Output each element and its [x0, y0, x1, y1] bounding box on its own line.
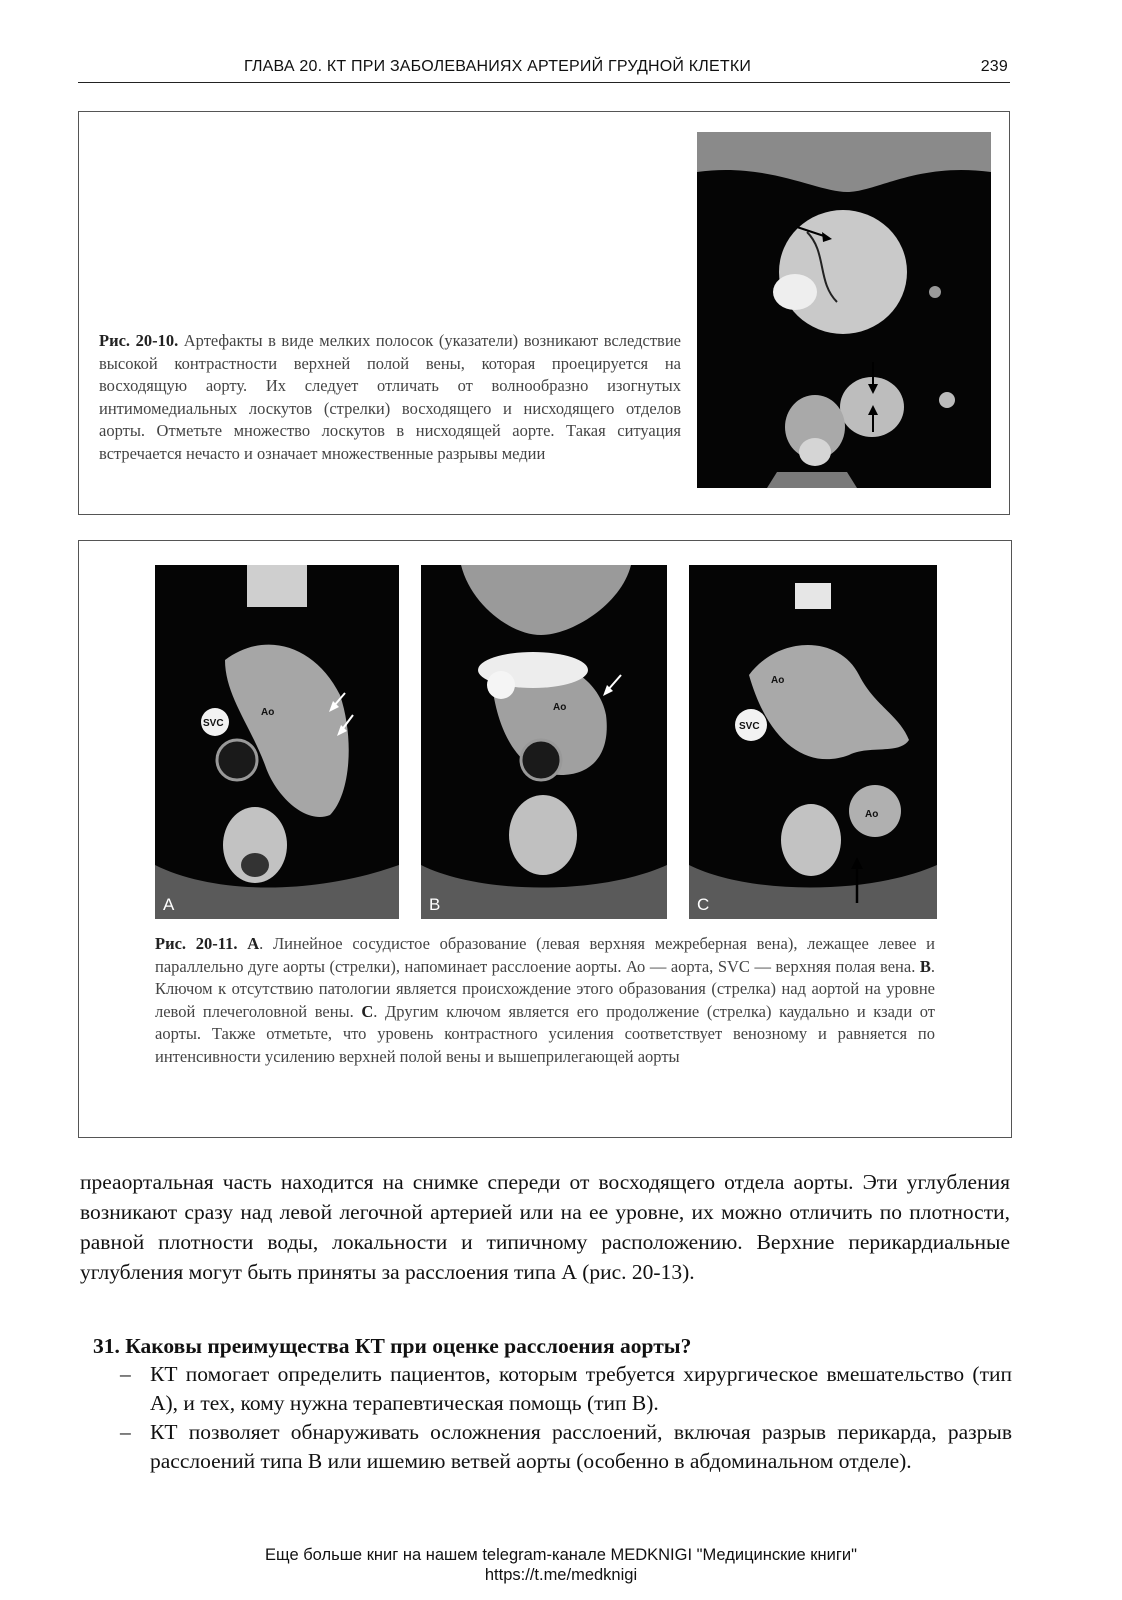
panel-letter-b: B [429, 895, 441, 914]
caption-text-c: . Другим ключом является его продолжение (стрелка) каудально и кзади от аорты. Также отметьте, что уровень контрастного усиления соответствует венозному и равняется по интенсивности усилению верхней полой вены и вышеприлегающей аорты [155, 1001, 936, 1066]
list-item [120, 1418, 1012, 1476]
page-number: 239 [980, 58, 1008, 75]
running-header [78, 52, 1010, 83]
figure-20-10-text: Артефакты в виде мелких полосок (указатели) возникают вследствие высокой контрастности верхней полой вены, которая проецируется на восходящую аорту. Их следует отличать от волнообразно изогнутых интимомедиальных лоскутов (стрелки) восходящего и нисходящего отделов аорты. Отметьте множество лоскутов в нисходящей аорте. Такая ситуация встречается нечасто и означает множественные разрывы медии [99, 331, 681, 463]
chapter-title: ГЛАВА 20. КТ ПРИ ЗАБОЛЕВАНИЯХ АРТЕРИЙ ГРУДНОЙ КЛЕТКИ [244, 58, 752, 75]
figure-20-11-label: Рис. 20-11. [155, 934, 238, 953]
caption-mark-a: А [247, 934, 260, 953]
caption-text-b: . Ключом к отсутствию патологии является происхождение этого образования (стрелка) над аортой на уровне левой плечеголовной вены. [155, 956, 935, 1021]
ct-scan-graphic [697, 132, 991, 488]
ct-panel-a [155, 565, 399, 919]
aorta-label-upper: Ao [771, 675, 785, 686]
ct-panel-c [689, 565, 937, 919]
ct-scan-graphic [689, 565, 937, 919]
dash-marker: – [120, 1420, 131, 1444]
list-item-text: КТ помогает определить пациентов, которым требуется хирургическое вмешательство (тип А), и тех, кому нужна терапевтическая помощь (тип В). [150, 1362, 1012, 1415]
question-heading: 31. Каковы преимущества КТ при оценке расслоения аорты? [93, 1334, 692, 1358]
aorta-label-lower: Ao [865, 809, 879, 820]
figure-20-11-caption [155, 933, 935, 1068]
dash-marker: – [120, 1362, 131, 1386]
caption-mark-c: C [361, 1001, 374, 1021]
ct-scan-graphic [155, 565, 399, 919]
ct-panel-b [421, 565, 667, 919]
caption-mark-b: B [919, 956, 931, 976]
footer-promo: Еще больше книг на нашем telegram-канале MEDKNIGI "Медицинские книги" [265, 1546, 857, 1564]
svc-label: SVC [739, 721, 760, 732]
list-item [120, 1360, 1012, 1418]
footer-link[interactable]: https://t.me/medknigi [484, 1566, 638, 1584]
figure-20-11 [78, 540, 1012, 1138]
ct-image-aorta-flap [697, 132, 991, 488]
aorta-label: Ao [553, 702, 567, 713]
ct-scan-graphic [421, 565, 667, 919]
list-item-text: КТ позволяет обнаруживать осложнения расслоений, включая разрыв перикарда, разрыв расслоений типа В или ишемию ветвей аорты (особенно в абдоминальном отделе). [150, 1420, 1012, 1473]
figure-20-10 [78, 111, 1010, 515]
figure-20-10-caption [99, 330, 681, 465]
aorta-label: Ao [261, 707, 275, 718]
svc-label: SVC [203, 718, 224, 729]
figure-20-10-label: Рис. 20-10. [99, 331, 179, 350]
panel-letter-a: A [163, 895, 175, 914]
caption-text-a: . Линейное сосудистое образование (левая верхняя межреберная вена), лежащее левее и параллельно дуге аорты (стрелки), напоминает расслоение аорты. Ао — аорта, SVC — верхняя полая вена. [155, 934, 936, 976]
panel-letter-c: C [697, 895, 710, 914]
body-paragraph: преаортальная часть находится на снимке спереди от восходящего отдела аорты. Эти углубления возникают сразу над левой легочной артерией или на ее уровне, их можно отличить по плотности, равной плотности воды, локальности и типичному расположению. Верхние перикардиальные углубления могут быть приняты за расслоения типа А (рис. 20-13). [80, 1170, 1010, 1284]
